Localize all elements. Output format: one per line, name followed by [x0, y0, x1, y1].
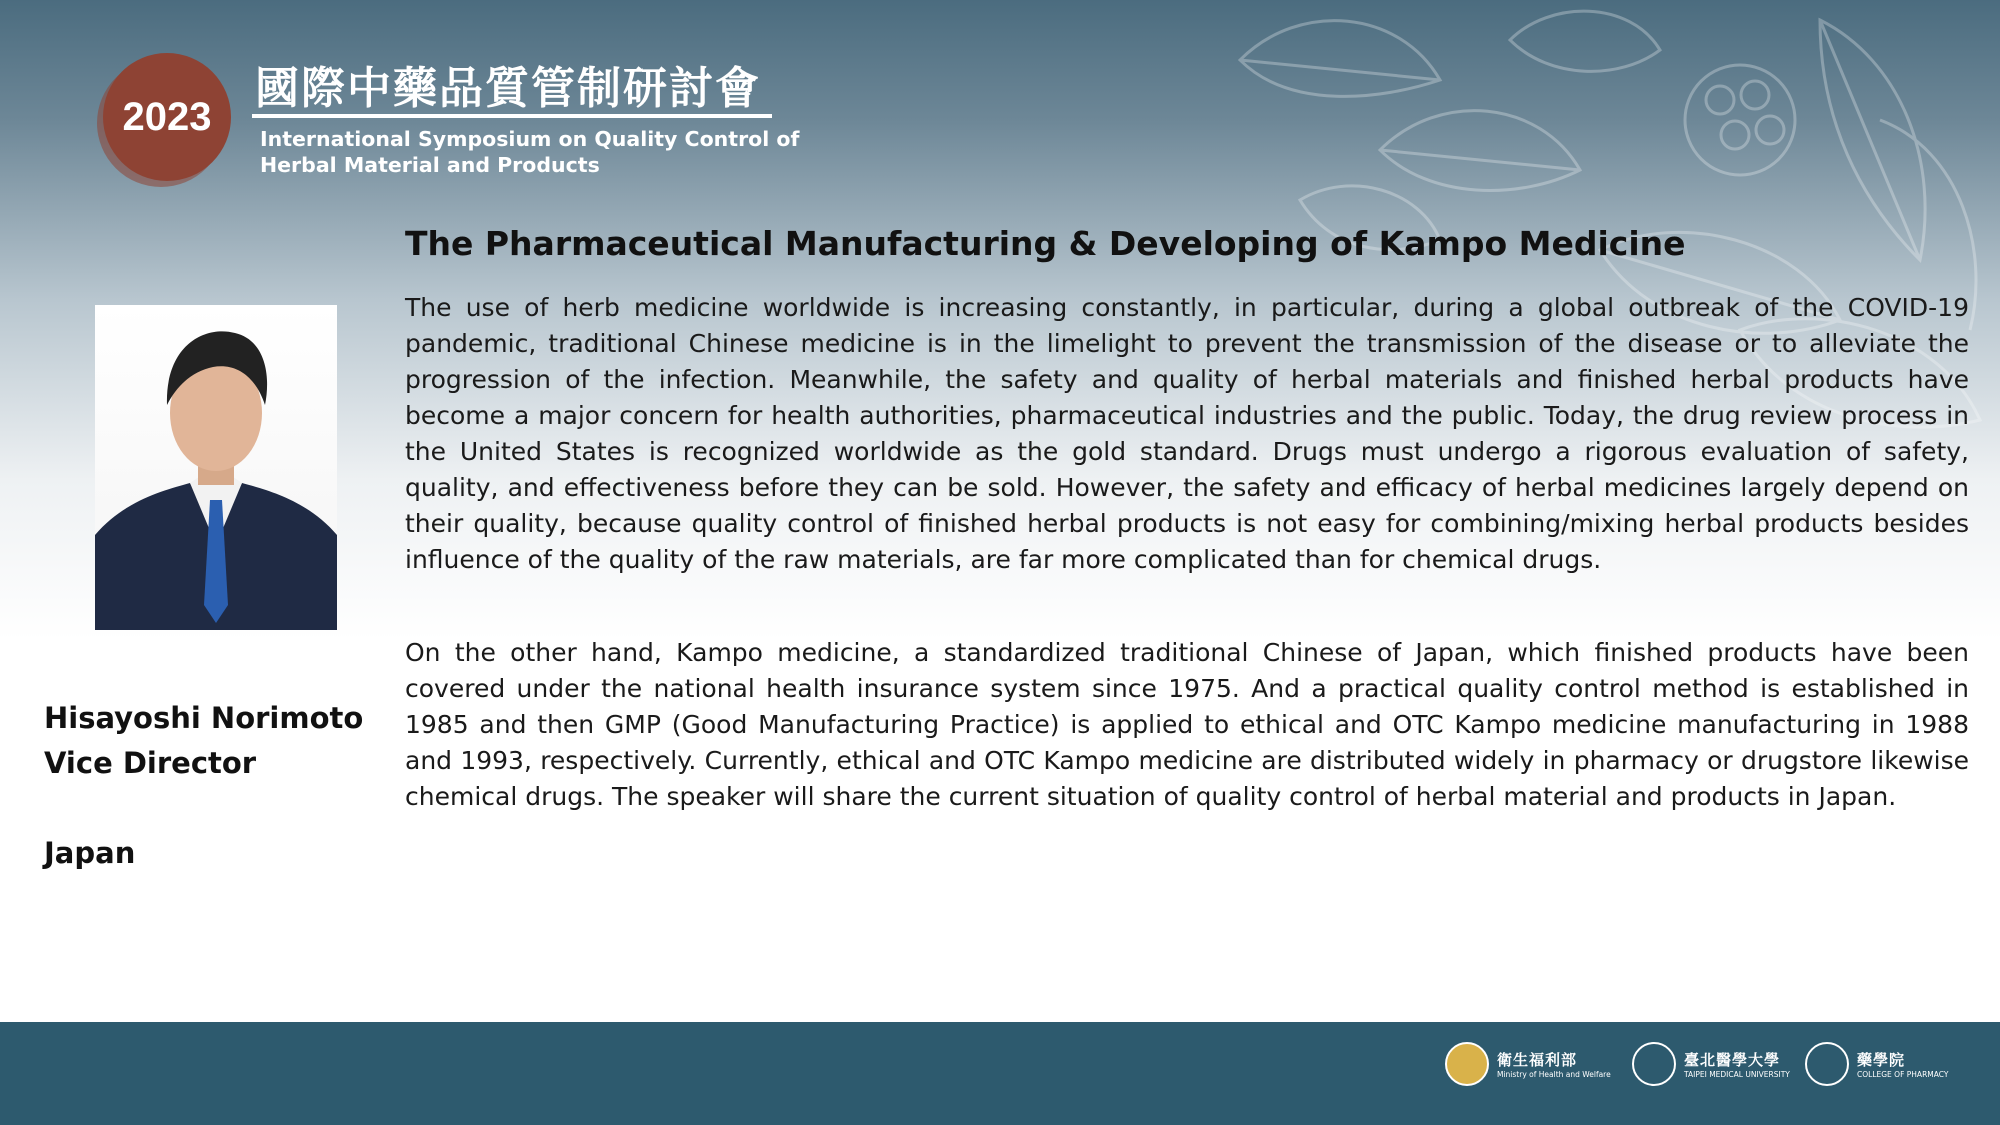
abstract-paragraph-2: On the other hand, Kampo medicine, a standardized traditional Chinese of Japan, which finished products have been covered under the national health insurance system since 1975. And a practical quality control method is established in 1985 and then GMP (Good Manufacturing Practice) is applied to ethical and OTC Kampo medicine manufacturing in 1988 and 1993, respectively. Currently, ethical and OTC Kampo medicine are distributed widely in pharmacy or drugstore likewise chemical drugs. The speaker will share the current situation of quality control of herbal material and products in Japan.	[405, 638, 1969, 811]
tmu-subtitle: TAIPEI MEDICAL UNIVERSITY	[1684, 1070, 1790, 1079]
speaker-country: Japan	[44, 836, 136, 870]
title-underline	[252, 114, 772, 118]
mohw-logo	[1445, 1042, 1611, 1086]
speaker-info	[44, 696, 363, 876]
speaker-position: Vice Director	[44, 746, 257, 780]
pharmacy-logo	[1805, 1042, 1948, 1086]
pharmacy-subtitle: COLLEGE OF PHARMACY	[1857, 1070, 1949, 1079]
tmu-logo	[1632, 1042, 1790, 1086]
english-title	[260, 126, 799, 178]
tmu-seal-icon	[1632, 1042, 1676, 1086]
tmu-name: 臺北醫學大學	[1684, 1051, 1781, 1069]
speaker-photo	[95, 305, 337, 630]
mohw-subtitle: Ministry of Health and Welfare	[1497, 1070, 1611, 1079]
talk-title: The Pharmaceutical Manufacturing & Developing of Kampo Medicine	[405, 224, 1686, 263]
mohw-name: 衛生福利部	[1497, 1051, 1578, 1069]
abstract-paragraph-1: The use of herb medicine worldwide is increasing constantly, in particular, during a global outbreak of the COVID-19 pandemic, traditional Chinese medicine is in the limelight to prevent the transmission of the disease or to alleviate the progression of the infection. Meanwhile, the safety and quality of herbal materials and finished herbal products have become a major concern for health authorities, pharmaceutical industries and the public. Today, the drug review process in the United States is recognized worldwide as the gold standard. Drugs must undergo a rigorous evaluation of safety, quality, and effectiveness before they can be sold. However, the safety and efficacy of herbal medicines largely depend on their quality, because quality control of finished herbal products is not easy for combining/mixing herbal products besides influence of the quality of the raw materials, are far more complicated than for chemical drugs.	[405, 293, 1969, 574]
year-text: 2023	[122, 94, 212, 139]
mohw-seal-icon	[1445, 1042, 1489, 1086]
year-badge	[103, 53, 231, 181]
footer-bar	[0, 1022, 2000, 1125]
english-title-line-2: Herbal Material and Products	[260, 153, 600, 177]
english-title-line-1: International Symposium on Quality Control of	[260, 127, 800, 151]
pharmacy-seal-icon	[1805, 1042, 1849, 1086]
chinese-title: 國際中藥品質管制研討會	[255, 63, 761, 114]
speaker-name: Hisayoshi Norimoto	[44, 701, 364, 735]
pharmacy-name: 藥學院	[1857, 1051, 1906, 1069]
